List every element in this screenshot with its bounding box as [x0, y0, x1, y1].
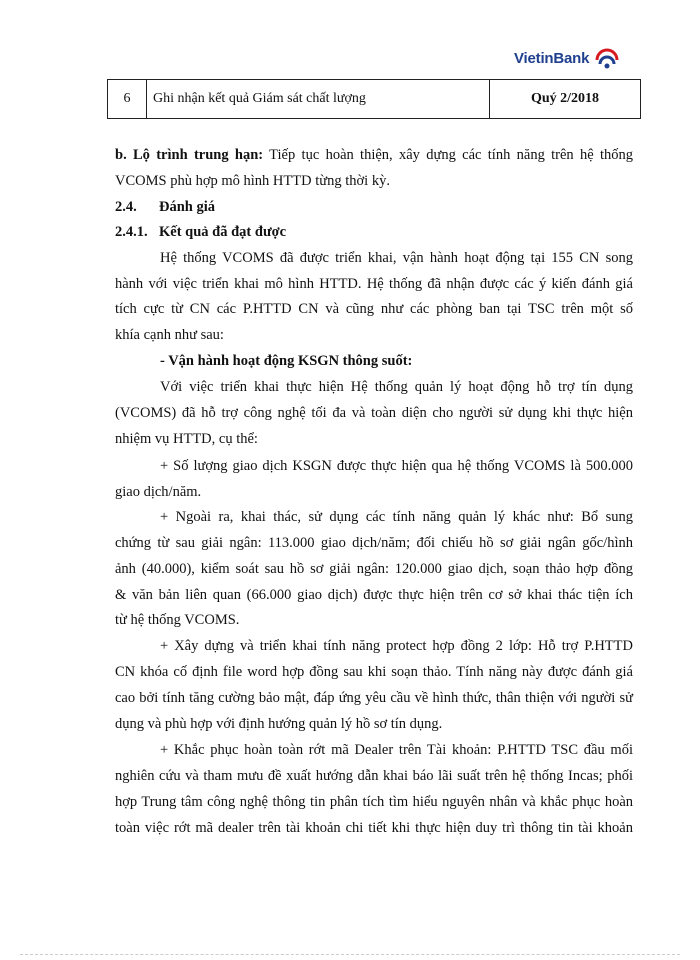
section-b-line-2: VCOMS phù hợp mô hình HTTD từng thời kỳ.: [115, 173, 390, 189]
paragraph-1-line-1: Hệ thống VCOMS đã được triển khai, vận hành hoạt động tại 155 CN song: [160, 250, 633, 266]
item-4-line-2: nghiên cứu và tham mưu đề xuất hướng dẫn khai báo lãi suất trên hệ thống Incas; phối: [115, 768, 633, 784]
item-2-line-5: từ hệ thống VCOMS.: [115, 612, 240, 628]
item-1-line-1: + Số lượng giao dịch KSGN được thực hiện qua hệ thống VCOMS là 500.000: [160, 458, 633, 474]
row-number: 6: [108, 80, 147, 119]
item-3-line-1: + Xây dựng và triển khai tính năng protect hợp đồng 2 lớp: Hỗ trợ P.HTTD: [160, 638, 633, 654]
item-2-line-2: chứng từ sau giải ngân: 113.000 giao dịch/năm; đối chiếu hồ sơ giải ngân gốc/hình: [115, 535, 633, 551]
logo-text: VietinBank: [514, 50, 590, 67]
item-2-line-3: ảnh (40.000), kiểm soát sau hồ sơ giải ngân: 120.000 giao dịch, soạn thảo hợp đồng: [115, 561, 633, 577]
paragraph-2-line-2: (VCOMS) đã hỗ trợ công nghệ tối đa và toàn diện cho người sử dụng khi thực hiện: [115, 405, 633, 421]
heading-2-4-number: 2.4.: [115, 199, 137, 215]
vietinbank-logo: [514, 46, 624, 72]
section-b-label: b. Lộ trình trung hạn:: [115, 147, 264, 163]
item-2-line-1: + Ngoài ra, khai thác, sử dụng các tính năng quản lý khác như: Bổ sung: [160, 509, 633, 525]
heading-2-4: [115, 198, 633, 216]
heading-2-4-1: [115, 223, 633, 241]
schedule-table: [107, 79, 641, 119]
paragraph-1-line-2: hành với việc triển khai mô hình HTTD. Hệ thống đã nhận được các ý kiến đánh giá: [115, 276, 633, 292]
item-3-line-3: cao bởi tính tăng cường bảo mật, đáp ứng yêu cầu về hình thức, thân thiện với người sử: [115, 690, 633, 706]
paragraph-1-line-3: tích cực từ CN các P.HTTD CN và cũng như các phòng ban tại TSC trên một số: [115, 301, 633, 317]
table-row: [108, 80, 641, 119]
item-3-line-2: CN khóa cố định file word hợp đồng sau khi soạn thảo. Tính năng này được đánh giá: [115, 664, 633, 680]
paragraph-2-line-3: nhiệm vụ HTTD, cụ thể:: [115, 431, 258, 447]
bullet-heading: - Vận hành hoạt động KSGN thông suốt:: [160, 353, 413, 369]
paragraph-2-line-1: Với việc triển khai thực hiện Hệ thống quản lý hoạt động hỗ trợ tín dụng: [160, 379, 633, 395]
item-1-line-2: giao dịch/năm.: [115, 484, 202, 500]
paragraph-1-line-4: khía cạnh như sau:: [115, 327, 224, 343]
section-b-line-1: [115, 146, 633, 164]
heading-2-4-title: Đánh giá: [159, 199, 216, 215]
heading-2-4-1-number: 2.4.1.: [115, 224, 148, 240]
item-4-line-3: hợp Trung tâm công nghệ thông tin phân tích tìm hiểu nguyên nhân và khắc phục hoàn: [115, 794, 633, 810]
vietinbank-logo-icon: [594, 46, 620, 72]
row-quarter: Quý 2/2018: [490, 80, 641, 119]
item-3-line-4: dụng và phù hợp với định hướng quản lý hồ sơ tín dụng.: [115, 716, 443, 732]
item-4-line-1: + Khắc phục hoàn toàn rớt mã Dealer trên Tài khoản: P.HTTD TSC đầu mối: [160, 742, 633, 758]
row-description: Ghi nhận kết quả Giám sát chất lượng: [147, 80, 490, 119]
item-2-line-4: & văn bản liên quan (66.000 giao dịch) được thực hiện trên cơ sở khai thác tiện ích: [115, 587, 633, 603]
item-4-line-4: toàn việc rớt mã dealer trên tài khoản chi tiết khi thực hiện duy trì thông tin tài khoản: [115, 820, 633, 836]
section-b-text: Tiếp tục hoàn thiện, xây dựng các tính năng trên hệ thống: [263, 147, 633, 163]
heading-2-4-1-title: Kết quả đã đạt được: [159, 224, 287, 240]
page-bottom-divider: [20, 954, 680, 955]
